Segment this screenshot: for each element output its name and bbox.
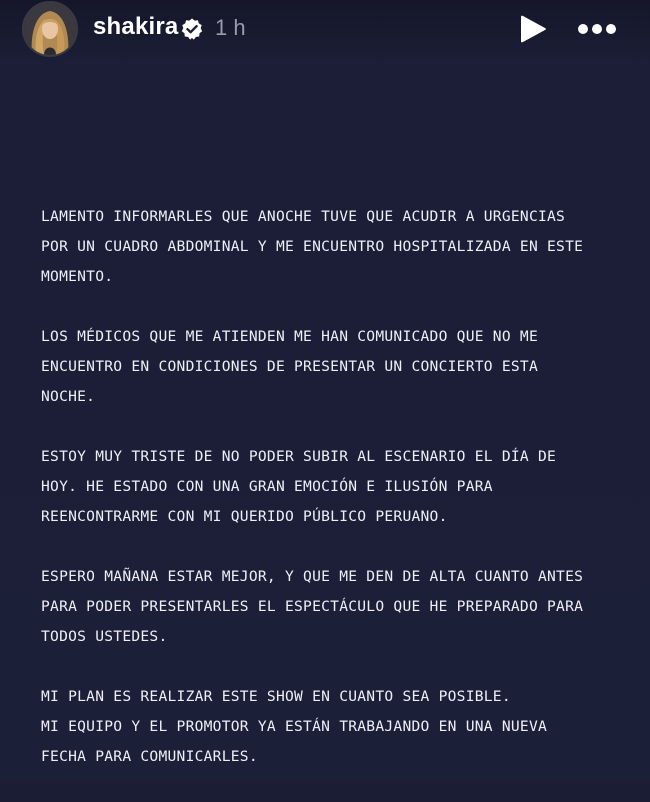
text-line: MI EQUIPO Y EL PROMOTOR YA ESTÁN TRABAJANDO EN UNA NUEVA — [41, 718, 548, 735]
text-line: ENCUENTRO EN CONDICIONES DE PRESENTAR UN CONCIERTO ESTA — [41, 358, 538, 375]
avatar[interactable] — [22, 1, 78, 57]
avatar-image — [24, 3, 76, 55]
text-line: NOCHE. — [41, 388, 96, 405]
paragraph — [41, 322, 641, 412]
text-line: MI PLAN ES REALIZAR ESTE SHOW EN CUANTO SEA POSIBLE. — [41, 688, 511, 705]
text-line: FECHA PARA COMUNICARLES. — [41, 748, 258, 765]
story-header — [0, 0, 650, 60]
username[interactable]: shakira — [93, 13, 179, 40]
paragraph — [41, 442, 641, 532]
text-line: ESTOY MUY TRISTE DE NO PODER SUBIR AL ESCENARIO EL DÍA DE — [41, 448, 557, 465]
text-line: POR UN CUADRO ABDOMINAL Y ME ENCUENTRO HOSPITALIZADA EN ESTE — [41, 238, 584, 255]
text-line: LAMENTO INFORMARLES QUE ANOCHE TUVE QUE ACUDIR A URGENCIAS — [41, 208, 566, 225]
text-line: ESPERO MAÑANA ESTAR MEJOR, Y QUE ME DEN DE ALTA CUANTO ANTES — [41, 568, 584, 585]
text-line: MOMENTO. — [41, 268, 114, 285]
text-line: HOY. HE ESTADO CON UNA GRAN EMOCIÓN E ILUSIÓN PARA — [41, 478, 493, 495]
more-options-icon[interactable] — [576, 14, 618, 44]
story-text — [41, 202, 641, 802]
text-line: TODOS USTEDES. — [41, 628, 168, 645]
paragraph — [41, 562, 641, 652]
text-line: REENCONTRARME CON MI QUERIDO PÚBLICO PERUANO. — [41, 508, 448, 525]
post-time: 1 h — [215, 15, 246, 40]
text-line: LOS MÉDICOS QUE ME ATIENDEN ME HAN COMUNICADO QUE NO ME — [41, 328, 538, 345]
text-line: PARA PODER PRESENTARLES EL ESPECTÁCULO QUE HE PREPARADO PARA — [41, 598, 584, 615]
paragraph — [41, 202, 641, 292]
play-icon[interactable] — [516, 12, 550, 46]
verified-badge-icon — [180, 17, 204, 41]
paragraph — [41, 682, 641, 772]
